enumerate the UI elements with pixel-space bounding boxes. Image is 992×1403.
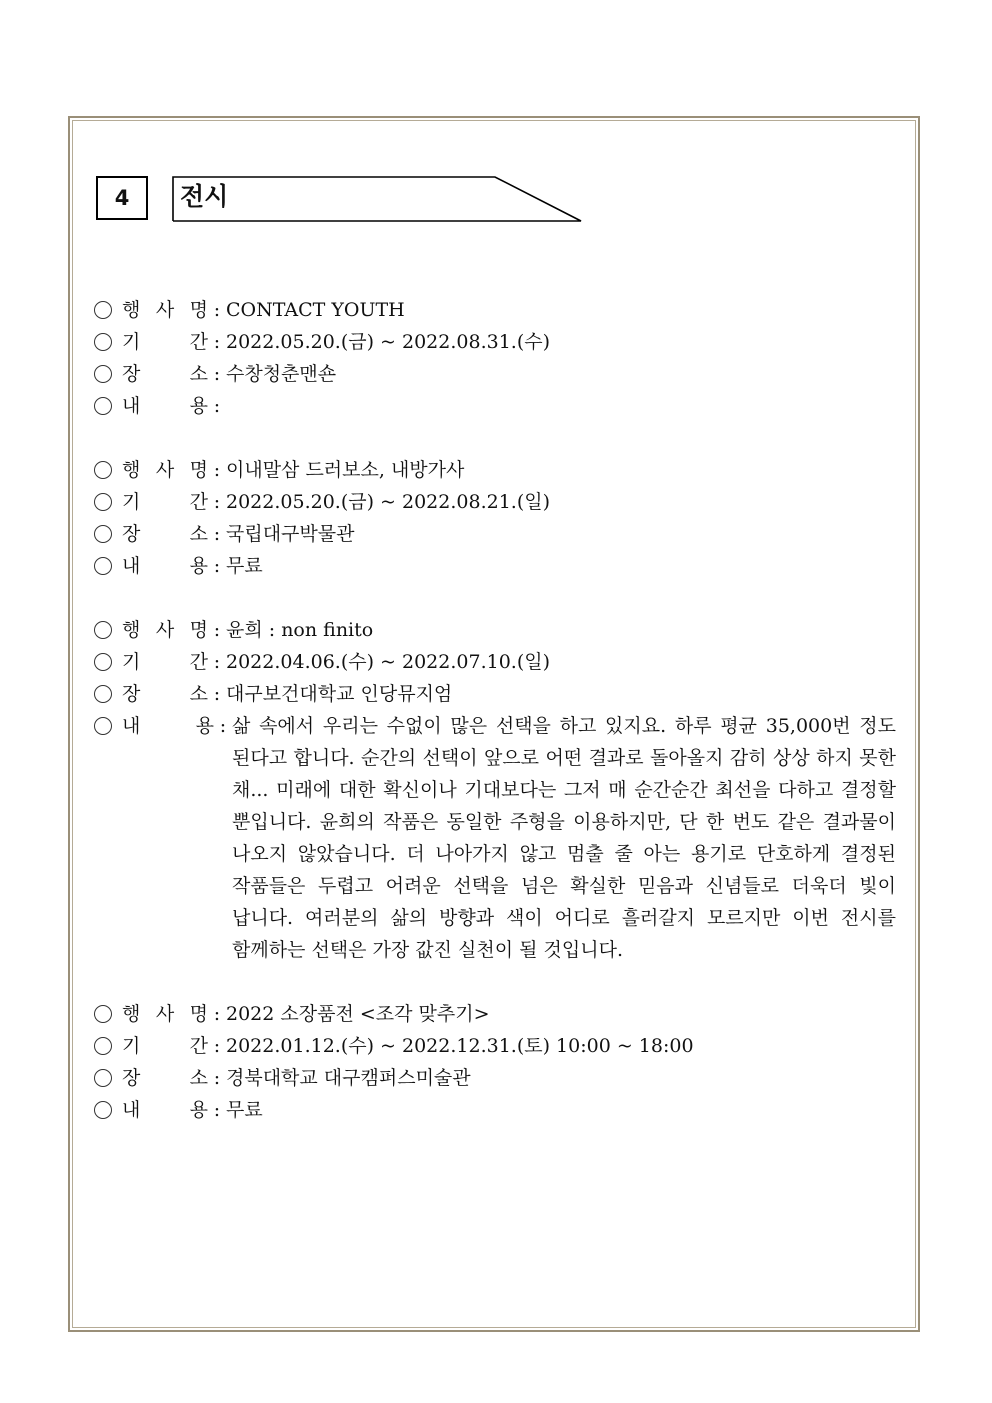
circle-bullet-icon: [94, 397, 112, 415]
event-content-row: 내 용 :: [94, 390, 900, 422]
event-place-row: 장 소 : 국립대구박물관: [94, 518, 900, 550]
event-content: 삶 속에서 우리는 수없이 많은 선택을 하고 있지요. 하루 평균 35,000번 정도 된다고 합니다. 순간의 선택이 앞으로 어떤 결과로 돌아올지 감히 상상 하지 못한 채... 미래에 대한 확신이나 기대보다는 그저 매 순간순간 최선을 다하고 결정할 뿐입니다. 윤희의 작품은 동일한 주형을 이용하지만, 단 한 번도 같은 결과물이 나오지 않았습니다. 더 나아가지 않고 멈출 줄 아는 용기로 단호하게 결정된 작품들은 두렵고 어려운 선택을 넘은 확실한 믿음과 신념들로 더욱더 빛이 납니다. 여러분의 삶의 방향과 색이 어디로 흘러갈지 모르지만 이번 전시를 함께하는 선택은 가장 값진 실천이 될 것입니다.: [232, 715, 896, 961]
event-place: 수창청춘맨숀: [226, 363, 337, 385]
circle-bullet-icon: [94, 333, 112, 351]
event-place-label: 장 소: [122, 363, 208, 385]
event-name-label: 행 사 명: [122, 1003, 208, 1025]
section-title-tab-shape: [172, 176, 584, 224]
event-name: 윤희 : non finito: [226, 619, 374, 641]
event-period-label: 기 간: [122, 1035, 208, 1057]
event-period-row: 기 간 : 2022.04.06.(수) ~ 2022.07.10.(일): [94, 646, 900, 678]
event-name-row: 행 사 명 : 이내말삼 드러보소, 내방가사: [94, 454, 900, 486]
circle-bullet-icon: [94, 461, 112, 479]
circle-bullet-icon: [94, 301, 112, 319]
event-name-row: 행 사 명 : 윤희 : non finito: [94, 614, 900, 646]
event-period-row: 기 간 : 2022.05.20.(금) ~ 2022.08.31.(수): [94, 326, 900, 358]
event-content-row: 내 용 : 삶 속에서 우리는 수없이 많은 선택을 하고 있지요. 하루 평균 35,000번 정도 된다고 합니다. 순간의 선택이 앞으로 어떤 결과로 돌아올지 감히 상상 하지 못한 채... 미래에 대한 확신이나 기대보다는 그저 매 순간순간 최선을 다하고 결정할 뿐입니다. 윤희의 작품은 동일한 주형을 이용하지만, 단 한 번도 같은 결과물이 나오지 않았습니다. 더 나아가지 않고 멈출 줄 아는 용기로 단호하게 결정된 작품들은 두렵고 어려운 선택을 넘은 확실한 믿음과 신념들로 더욱더 빛이 납니다. 여러분의 삶의 방향과 색이 어디로 흘러갈지 모르지만 이번 전시를 함께하는 선택은 가장 값진 실천이 될 것입니다.: [94, 710, 900, 966]
section-title: 전시: [180, 182, 229, 211]
event-content-label: 내 용: [122, 1099, 208, 1121]
circle-bullet-icon: [94, 1037, 112, 1055]
circle-bullet-icon: [94, 685, 112, 703]
event-content-row: 내 용 : 무료: [94, 1094, 900, 1126]
event-period: 2022.05.20.(금) ~ 2022.08.31.(수): [226, 331, 551, 353]
event-place-row: 장 소 : 수창청춘맨숀: [94, 358, 900, 390]
event-content: 무료: [226, 1099, 263, 1121]
event-place: 대구보건대학교 인당뮤지엄: [226, 683, 453, 705]
event-name-row: 행 사 명 : 2022 소장품전 <조각 맞추기>: [94, 998, 900, 1030]
circle-bullet-icon: [94, 365, 112, 383]
event-place-label: 장 소: [122, 683, 208, 705]
event-place-label: 장 소: [122, 1067, 208, 1089]
event-place-label: 장 소: [122, 523, 208, 545]
event-period: 2022.05.20.(금) ~ 2022.08.21.(일): [226, 491, 551, 513]
circle-bullet-icon: [94, 1069, 112, 1087]
event-place: 경북대학교 대구캠퍼스미술관: [226, 1067, 471, 1089]
event-content-row: 내 용 : 무료: [94, 550, 900, 582]
circle-bullet-icon: [94, 1005, 112, 1023]
event-name-label: 행 사 명: [122, 299, 208, 321]
event-content: 무료: [226, 555, 263, 577]
event-name-row: 행 사 명 : CONTACT YOUTH: [94, 294, 900, 326]
circle-bullet-icon: [94, 621, 112, 639]
event-period-label: 기 간: [122, 651, 208, 673]
event-content-label: 내 용: [122, 715, 214, 737]
event-period: 2022.04.06.(수) ~ 2022.07.10.(일): [226, 651, 551, 673]
event-place-row: 장 소 : 경북대학교 대구캠퍼스미술관: [94, 1062, 900, 1094]
event-period-row: 기 간 : 2022.01.12.(수) ~ 2022.12.31.(토) 10:00 ~ 18:00: [94, 1030, 900, 1062]
exhibition-item: [94, 294, 900, 422]
event-content-label: 내 용: [122, 555, 208, 577]
circle-bullet-icon: [94, 653, 112, 671]
event-period: 2022.01.12.(수) ~ 2022.12.31.(토) 10:00 ~ 18:00: [226, 1035, 694, 1057]
section-number: 4: [96, 176, 148, 220]
exhibition-item: [94, 998, 900, 1126]
exhibition-item: [94, 454, 900, 582]
event-name-label: 행 사 명: [122, 619, 208, 641]
event-name: 이내말삼 드러보소, 내방가사: [226, 459, 465, 481]
event-place: 국립대구박물관: [226, 523, 355, 545]
event-name: 2022 소장품전 <조각 맞추기>: [226, 1003, 490, 1025]
event-period-row: 기 간 : 2022.05.20.(금) ~ 2022.08.21.(일): [94, 486, 900, 518]
circle-bullet-icon: [94, 1101, 112, 1119]
circle-bullet-icon: [94, 717, 112, 735]
circle-bullet-icon: [94, 525, 112, 543]
section-title-tab: [172, 176, 584, 224]
event-name-label: 행 사 명: [122, 459, 208, 481]
event-content-label: 내 용: [122, 395, 208, 417]
circle-bullet-icon: [94, 557, 112, 575]
event-period-label: 기 간: [122, 331, 208, 353]
event-period-label: 기 간: [122, 491, 208, 513]
circle-bullet-icon: [94, 493, 112, 511]
event-name: CONTACT YOUTH: [226, 299, 405, 321]
exhibition-item: [94, 614, 900, 966]
exhibition-list: [94, 294, 900, 1158]
event-place-row: 장 소 : 대구보건대학교 인당뮤지엄: [94, 678, 900, 710]
